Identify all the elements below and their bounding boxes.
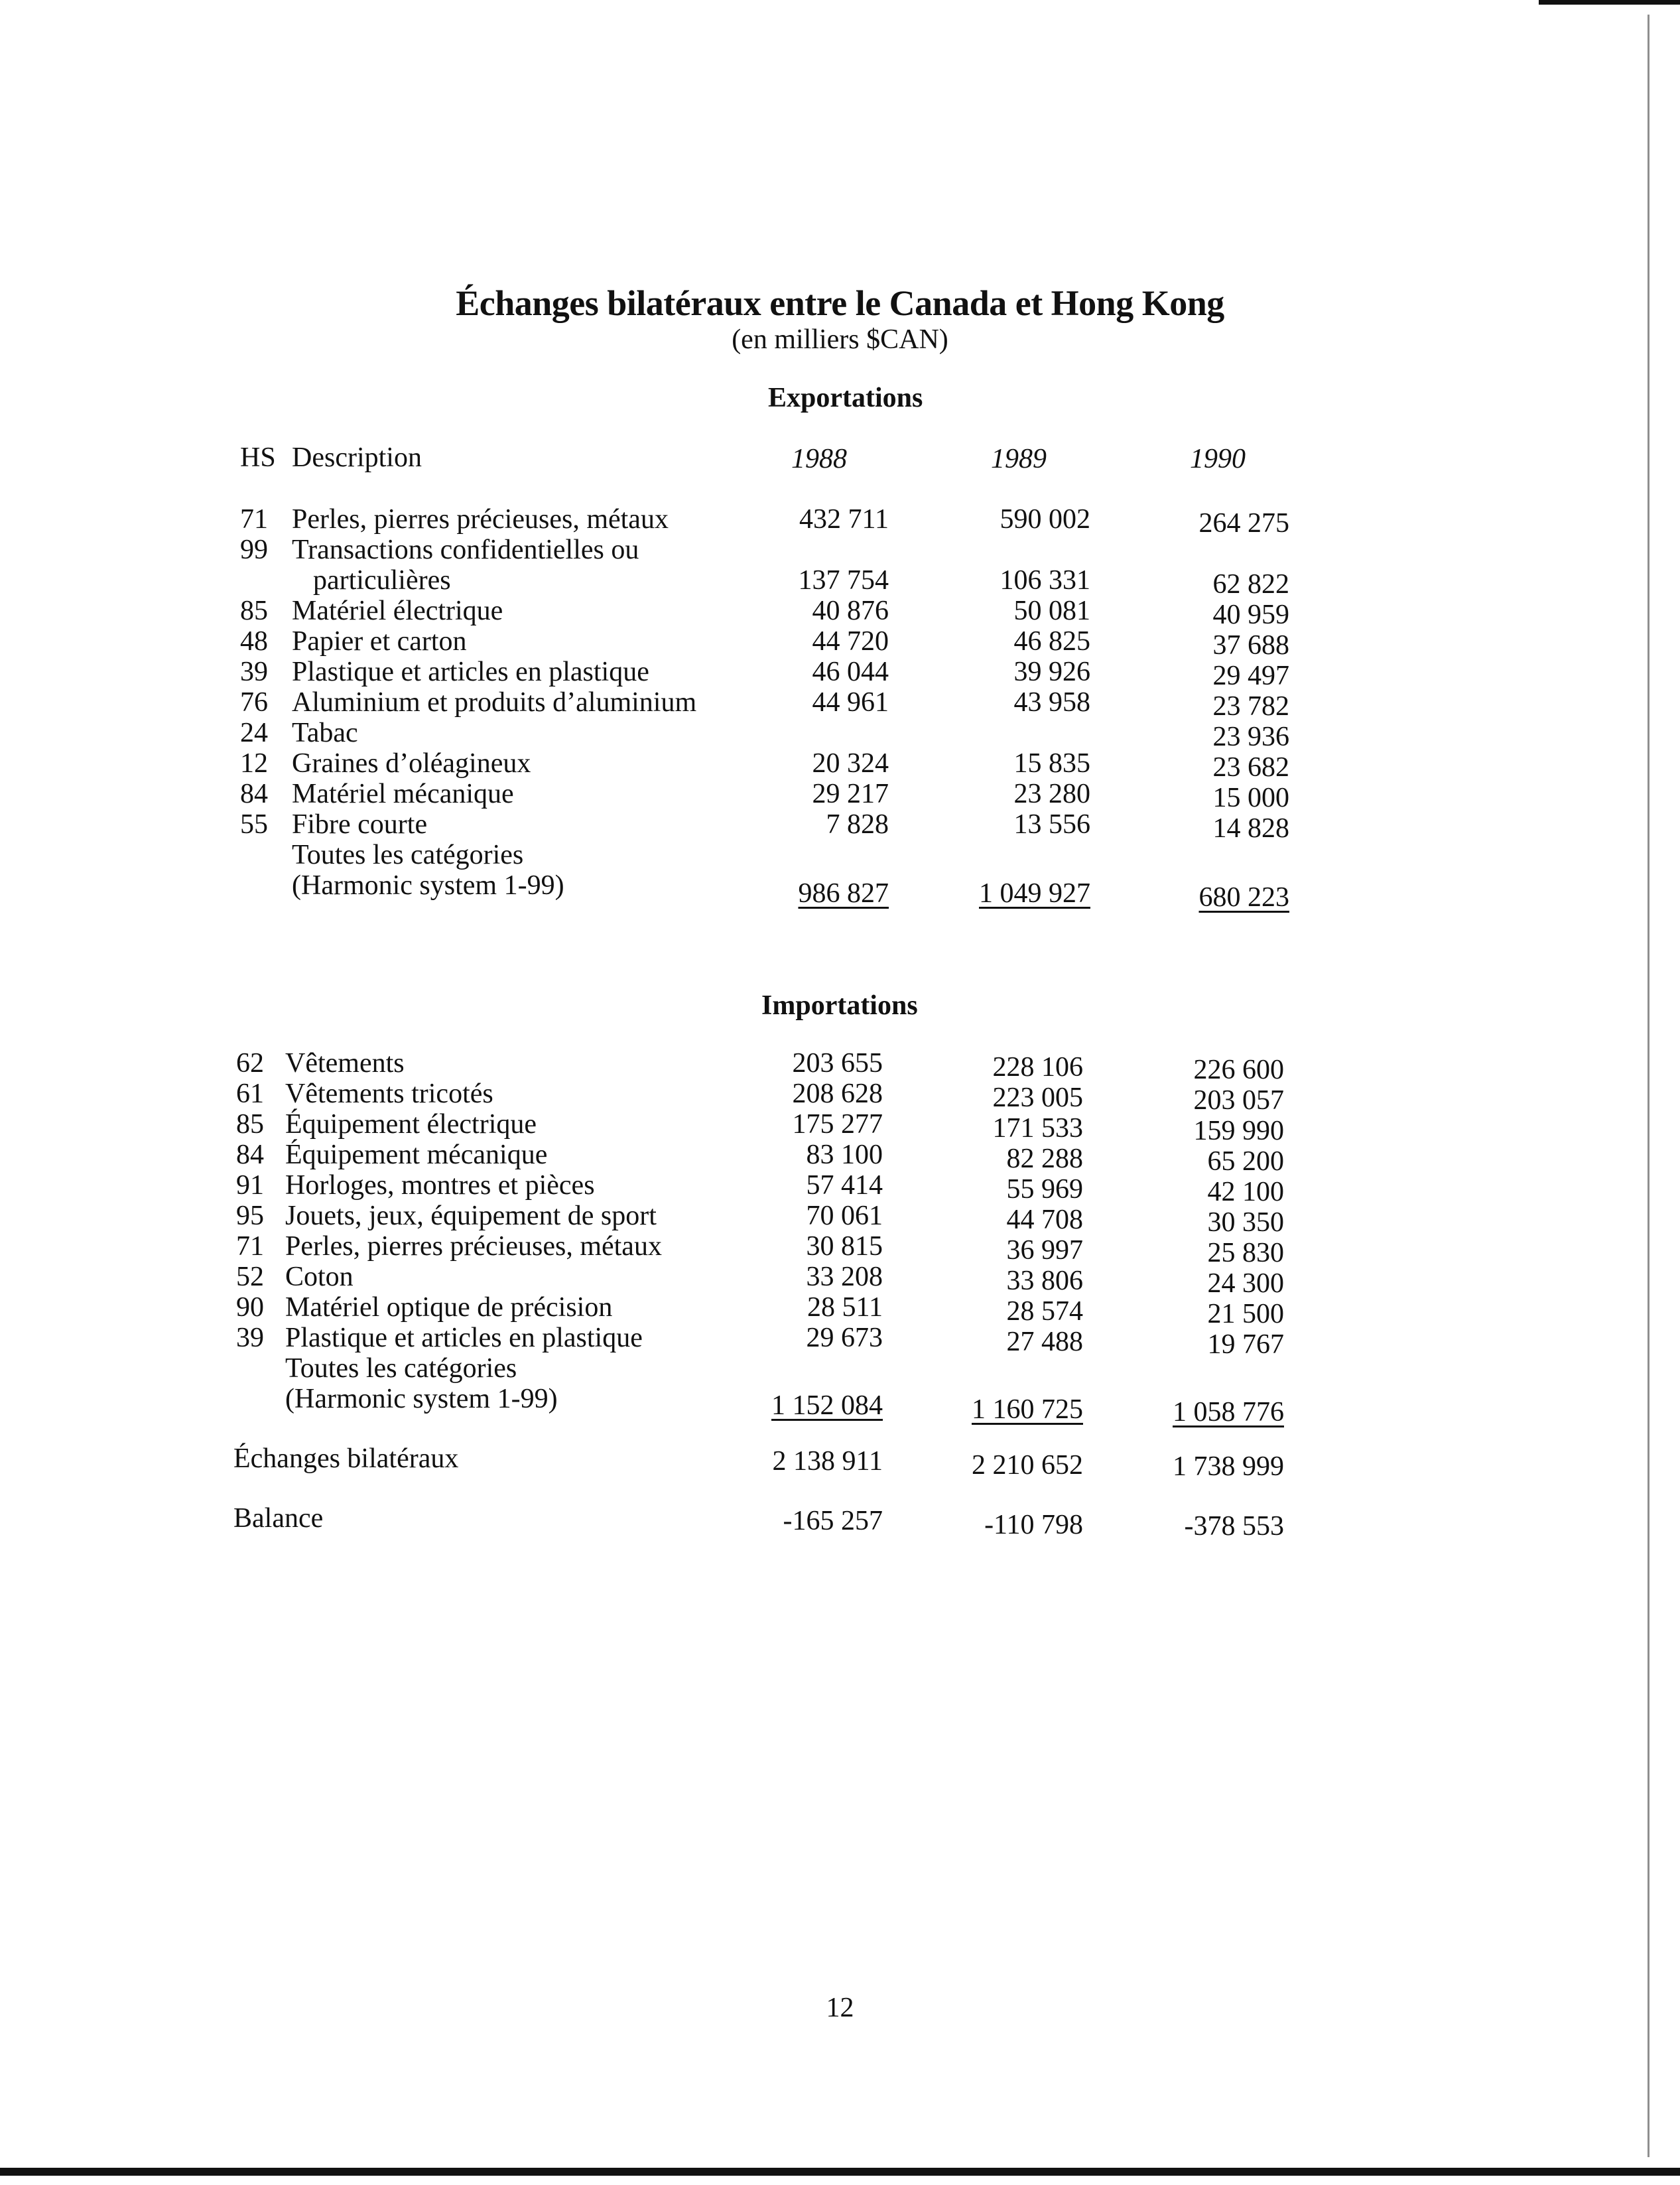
total-label: Toutes les catégories <box>285 1353 517 1384</box>
hs-code: 61 <box>236 1079 264 1109</box>
hs-code: 24 <box>240 718 268 748</box>
balance-value-1988: -165 257 <box>783 1506 883 1536</box>
value-cell-1990: 23 782 <box>1212 691 1289 722</box>
hs-code: 76 <box>240 687 268 718</box>
value-cell-1989: 171 533 <box>992 1113 1083 1144</box>
value-cell-1989: 33 806 <box>1006 1266 1083 1296</box>
value-cell-1990: 159 990 <box>1193 1116 1284 1146</box>
description-cell: Tabac <box>292 718 358 748</box>
description-cell: Papier et carton <box>292 626 467 657</box>
value-cell-1988: 44 961 <box>812 687 889 718</box>
value-cell-1988: 137 754 <box>798 565 889 596</box>
value-cell-1989: 228 106 <box>992 1052 1083 1083</box>
value-cell-1988: 57 414 <box>806 1170 883 1201</box>
value-cell-1989: 223 005 <box>992 1083 1083 1113</box>
value-cell-1990: 29 497 <box>1212 661 1289 691</box>
value-cell-1989: 27 488 <box>1006 1327 1083 1357</box>
value-cell-1988: 203 655 <box>792 1048 883 1079</box>
value-cell-1989: 39 926 <box>1013 657 1090 687</box>
total-label: (Harmonic system 1-99) <box>285 1384 558 1414</box>
hs-code: 39 <box>236 1323 264 1353</box>
value-cell-1989: 55 969 <box>1006 1174 1083 1205</box>
value-cell-1989: 43 958 <box>1013 687 1090 718</box>
hs-code: 84 <box>236 1140 264 1170</box>
value-cell-1990: 15 000 <box>1212 783 1289 813</box>
value-cell-1990: 19 767 <box>1207 1329 1284 1360</box>
description-cell: Plastique et articles en plastique <box>292 657 649 687</box>
value-cell-1990: 23 682 <box>1212 752 1289 783</box>
hs-code: 90 <box>236 1292 264 1323</box>
value-cell-1988: 70 061 <box>806 1201 883 1231</box>
description-cell: Équipement mécanique <box>285 1140 548 1170</box>
value-cell-1990: 42 100 <box>1207 1177 1284 1207</box>
hs-code: 95 <box>236 1201 264 1231</box>
hs-code: 71 <box>240 504 268 535</box>
value-cell-1989: 82 288 <box>1006 1144 1083 1174</box>
value-cell-1988: 83 100 <box>806 1140 883 1170</box>
hs-code: 84 <box>240 779 268 809</box>
hs-code: 85 <box>240 596 268 626</box>
value-cell-1990: 21 500 <box>1207 1299 1284 1329</box>
value-cell-1988: 40 876 <box>812 596 889 626</box>
value-cell-1988: 30 815 <box>806 1231 883 1262</box>
page-number: 12 <box>826 1993 854 2023</box>
description-cell: Matériel optique de précision <box>285 1292 613 1323</box>
value-cell-1988: 44 720 <box>812 626 889 657</box>
description-cell: Coton <box>285 1262 354 1292</box>
value-cell-1988: 33 208 <box>806 1262 883 1292</box>
value-cell-1990: 37 688 <box>1212 630 1289 661</box>
total-value-1990: 680 223 <box>1198 882 1289 913</box>
hs-code: 39 <box>240 657 268 687</box>
value-cell-1990: 24 300 <box>1207 1268 1284 1299</box>
description-cell: Transactions confidentielles ou <box>292 535 639 565</box>
page-title: Échanges bilatéraux entre le Canada et Hong Kong <box>456 283 1224 323</box>
total-value-1989: 1 160 725 <box>972 1394 1083 1425</box>
description-cell: Graines d’oléagineux <box>292 748 531 779</box>
total-value-1990: 1 058 776 <box>1173 1397 1284 1427</box>
bilateral-label: Échanges bilatéraux <box>233 1443 459 1474</box>
year-header-1990: 1990 <box>1190 444 1246 474</box>
hs-code: 85 <box>236 1109 264 1140</box>
value-cell-1989: 23 280 <box>1013 779 1090 809</box>
value-cell-1988: 175 277 <box>792 1109 883 1140</box>
hs-code: 48 <box>240 626 268 657</box>
hs-code: 91 <box>236 1170 264 1201</box>
value-cell-1988: 29 217 <box>812 779 889 809</box>
total-value-1989: 1 049 927 <box>979 878 1090 909</box>
total-value-1988: 1 152 084 <box>771 1390 883 1421</box>
total-label: (Harmonic system 1-99) <box>292 870 564 901</box>
value-cell-1990: 14 828 <box>1212 813 1289 844</box>
description-column-header: Description <box>292 442 422 473</box>
value-cell-1988: 432 711 <box>799 504 889 535</box>
value-cell-1989: 13 556 <box>1013 809 1090 840</box>
value-cell-1990: 23 936 <box>1212 722 1289 752</box>
value-cell-1989: 44 708 <box>1006 1205 1083 1235</box>
description-cell: Aluminium et produits d’aluminium <box>292 687 697 718</box>
description-cell: particulières <box>313 565 451 596</box>
value-cell-1988: 7 828 <box>826 809 889 840</box>
value-cell-1990: 226 600 <box>1193 1055 1284 1085</box>
value-cell-1988: 29 673 <box>806 1323 883 1353</box>
hs-code: 71 <box>236 1231 264 1262</box>
description-cell: Fibre courte <box>292 809 428 840</box>
bilateral-value-1988: 2 138 911 <box>772 1446 883 1477</box>
exports-section-title: Exportations <box>768 383 923 413</box>
value-cell-1990: 25 830 <box>1207 1238 1284 1268</box>
value-cell-1989: 590 002 <box>1000 504 1090 535</box>
value-cell-1989: 36 997 <box>1006 1235 1083 1266</box>
hs-code: 62 <box>236 1048 264 1079</box>
page-subtitle: (en milliers $CAN) <box>732 324 948 355</box>
description-cell: Perles, pierres précieuses, métaux <box>292 504 669 535</box>
hs-column-header: HS <box>240 442 276 473</box>
description-cell: Matériel mécanique <box>292 779 514 809</box>
value-cell-1988: 20 324 <box>812 748 889 779</box>
scan-top-edge <box>1539 0 1680 5</box>
value-cell-1989: 46 825 <box>1013 626 1090 657</box>
balance-label: Balance <box>233 1503 324 1534</box>
value-cell-1988: 46 044 <box>812 657 889 687</box>
balance-value-1990: -378 553 <box>1184 1511 1284 1542</box>
hs-code: 52 <box>236 1262 264 1292</box>
value-cell-1990: 62 822 <box>1212 569 1289 600</box>
description-cell: Horloges, montres et pièces <box>285 1170 595 1201</box>
total-label: Toutes les catégories <box>292 840 524 870</box>
value-cell-1989: 106 331 <box>1000 565 1090 596</box>
description-cell: Jouets, jeux, équipement de sport <box>285 1201 657 1231</box>
bilateral-value-1990: 1 738 999 <box>1173 1451 1284 1482</box>
value-cell-1989: 15 835 <box>1013 748 1090 779</box>
value-cell-1990: 203 057 <box>1193 1085 1284 1116</box>
year-header-1988: 1988 <box>791 444 847 474</box>
imports-section-title: Importations <box>761 990 918 1021</box>
value-cell-1990: 264 275 <box>1198 508 1289 539</box>
description-cell: Matériel électrique <box>292 596 503 626</box>
balance-value-1989: -110 798 <box>984 1510 1083 1540</box>
value-cell-1990: 65 200 <box>1207 1146 1284 1177</box>
bilateral-value-1989: 2 210 652 <box>972 1450 1083 1481</box>
scan-bottom-edge <box>0 2168 1680 2176</box>
year-header-1989: 1989 <box>991 444 1047 474</box>
hs-code: 12 <box>240 748 268 779</box>
hs-code: 55 <box>240 809 268 840</box>
value-cell-1990: 30 350 <box>1207 1207 1284 1238</box>
description-cell: Perles, pierres précieuses, métaux <box>285 1231 662 1262</box>
value-cell-1988: 28 511 <box>807 1292 883 1323</box>
description-cell: Vêtements <box>285 1048 405 1079</box>
value-cell-1989: 50 081 <box>1013 596 1090 626</box>
hs-code: 99 <box>240 535 268 565</box>
description-cell: Vêtements tricotés <box>285 1079 493 1109</box>
value-cell-1989: 28 574 <box>1006 1296 1083 1327</box>
description-cell: Équipement électrique <box>285 1109 537 1140</box>
value-cell-1988: 208 628 <box>792 1079 883 1109</box>
description-cell: Plastique et articles en plastique <box>285 1323 643 1353</box>
value-cell-1990: 40 959 <box>1212 600 1289 630</box>
total-value-1988: 986 827 <box>798 878 889 909</box>
